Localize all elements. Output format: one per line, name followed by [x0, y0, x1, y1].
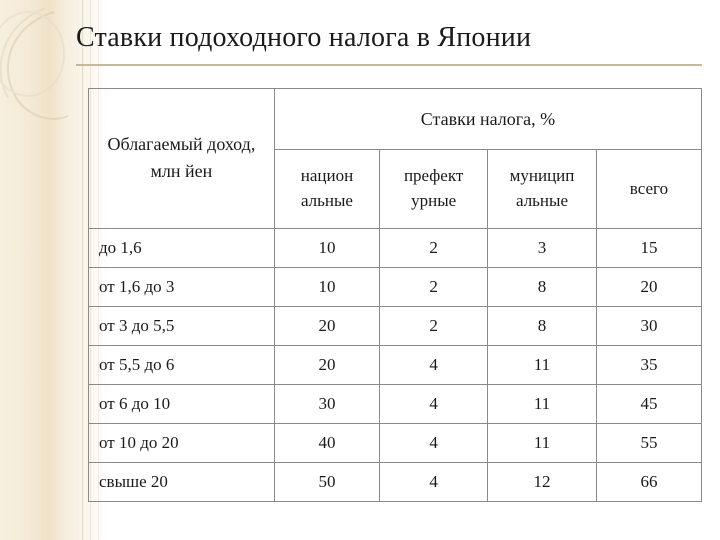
- cell-municipal: 11: [488, 424, 597, 463]
- tax-rates-table: [88, 88, 702, 502]
- table-row: [89, 268, 702, 307]
- cell-income: от 5,5 до 6: [89, 346, 275, 385]
- cell-income: до 1,6: [89, 229, 275, 268]
- cell-prefectural: 2: [380, 307, 488, 346]
- cell-national: 40: [274, 424, 379, 463]
- cell-prefectural: 4: [380, 424, 488, 463]
- title-divider: [76, 64, 702, 66]
- table-row: [89, 424, 702, 463]
- cell-total: 66: [596, 463, 701, 502]
- table-row: [89, 307, 702, 346]
- cell-municipal: 8: [488, 307, 597, 346]
- header-rates-group: Ставки налога, %: [274, 89, 701, 150]
- cell-national: 20: [274, 346, 379, 385]
- table-row: [89, 463, 702, 502]
- cell-municipal: 12: [488, 463, 597, 502]
- cell-municipal: 11: [488, 385, 597, 424]
- header-total: всего: [596, 150, 701, 229]
- cell-total: 15: [596, 229, 701, 268]
- cell-prefectural: 4: [380, 385, 488, 424]
- cell-national: 50: [274, 463, 379, 502]
- table-row: [89, 229, 702, 268]
- page-title: Ставки подоходного налога в Японии: [76, 22, 532, 53]
- header-national: национ альные: [274, 150, 379, 229]
- cell-municipal: 8: [488, 268, 597, 307]
- cell-total: 55: [596, 424, 701, 463]
- cell-prefectural: 4: [380, 463, 488, 502]
- cell-total: 35: [596, 346, 701, 385]
- cell-prefectural: 2: [380, 229, 488, 268]
- header-prefectural: префект урные: [380, 150, 488, 229]
- cell-municipal: 3: [488, 229, 597, 268]
- table-header-row-group: [89, 89, 702, 150]
- cell-national: 30: [274, 385, 379, 424]
- cell-income: свыше 20: [89, 463, 275, 502]
- cell-income: от 1,6 до 3: [89, 268, 275, 307]
- cell-national: 20: [274, 307, 379, 346]
- cell-municipal: 11: [488, 346, 597, 385]
- header-income-column: Облагаемый доход, млн йен: [89, 89, 275, 229]
- table-row: [89, 385, 702, 424]
- tax-rates-table-container: [88, 88, 702, 502]
- header-municipal: муницип альные: [488, 150, 597, 229]
- cell-total: 30: [596, 307, 701, 346]
- cell-income: от 6 до 10: [89, 385, 275, 424]
- cell-income: от 3 до 5,5: [89, 307, 275, 346]
- cell-income: от 10 до 20: [89, 424, 275, 463]
- table-row: [89, 346, 702, 385]
- cell-national: 10: [274, 229, 379, 268]
- cell-total: 20: [596, 268, 701, 307]
- cell-national: 10: [274, 268, 379, 307]
- cell-prefectural: 2: [380, 268, 488, 307]
- cell-total: 45: [596, 385, 701, 424]
- cell-prefectural: 4: [380, 346, 488, 385]
